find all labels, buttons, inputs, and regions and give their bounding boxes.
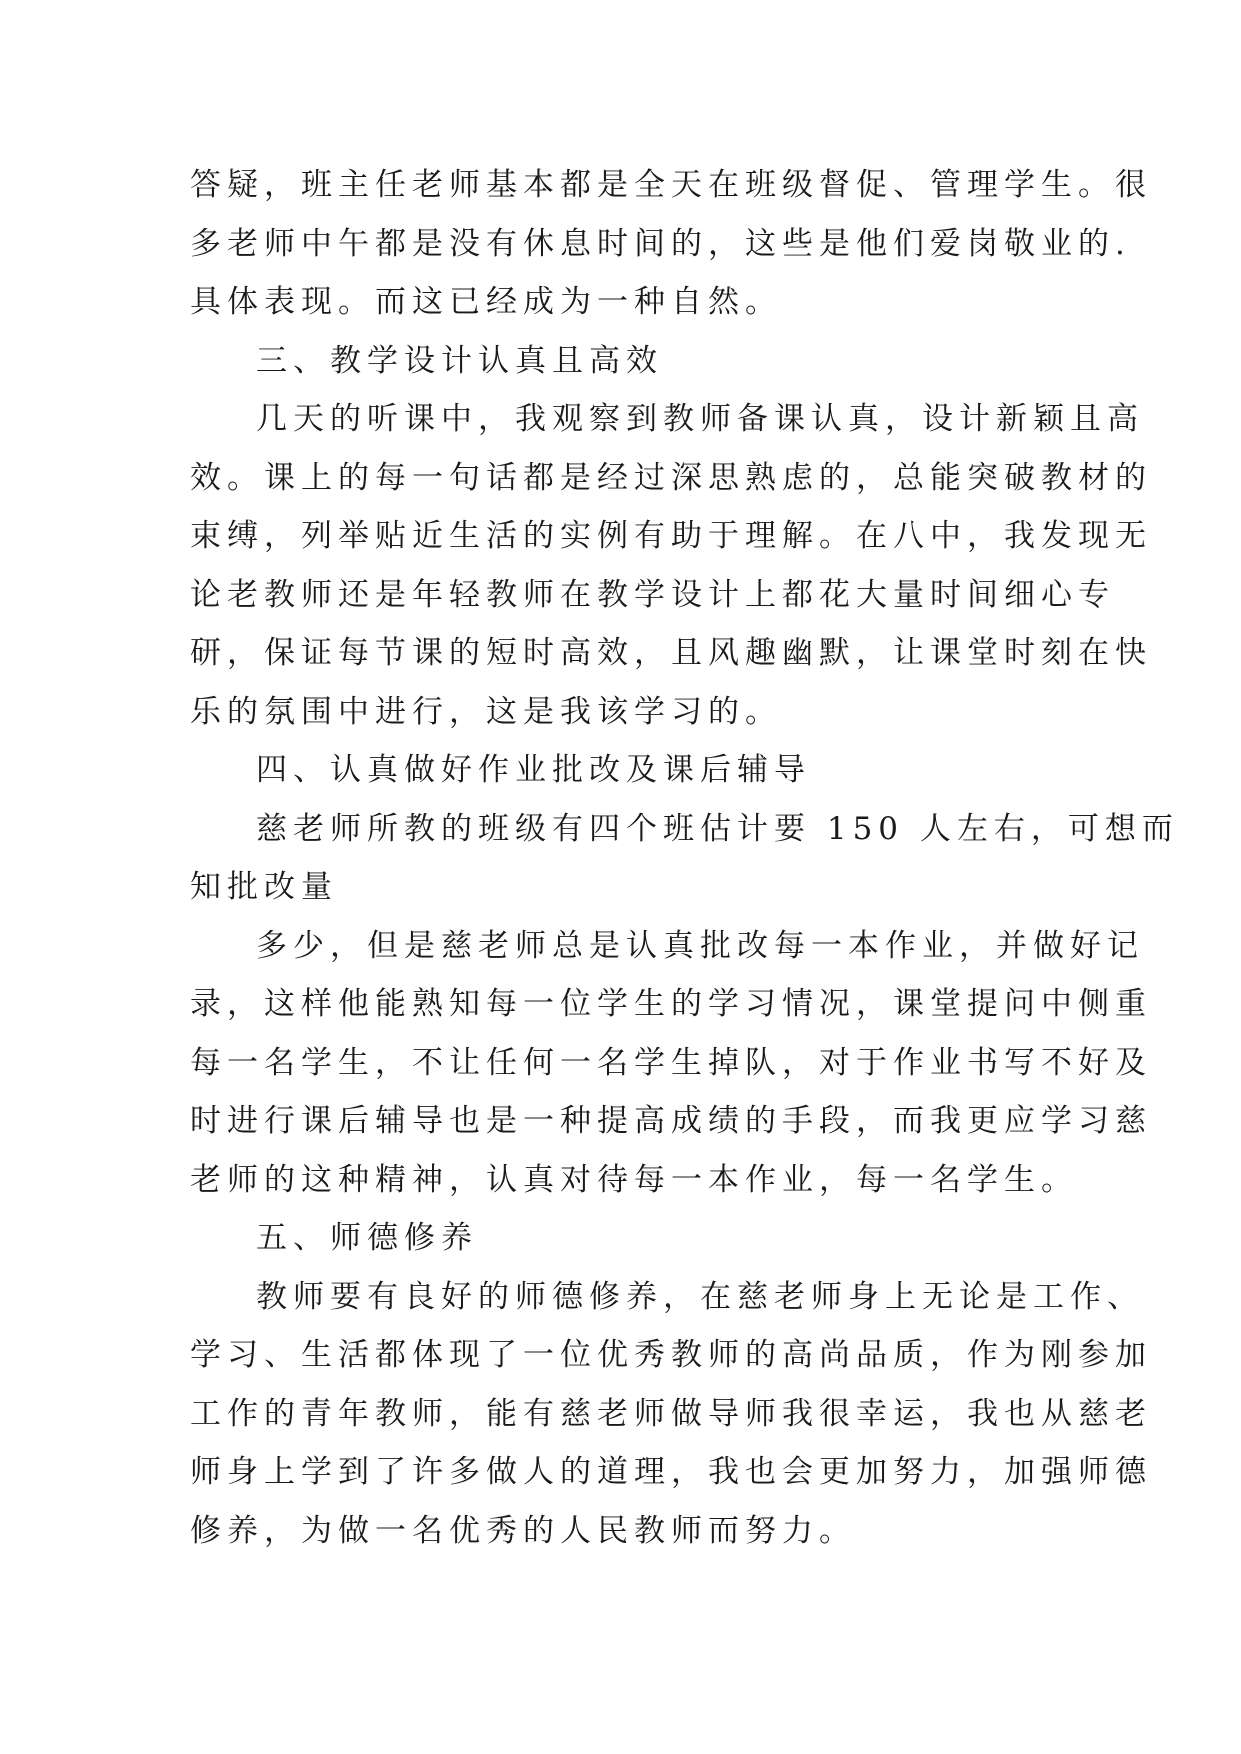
text-line: 论老教师还是年轻教师在教学设计上都花大量时间细心专	[190, 576, 1115, 613]
text-line: 多老师中午都是没有休息时间的，这些是他们爱岗敬业的.	[190, 225, 1131, 262]
text-line: 几天的听课中，我观察到教师备课认真，设计新颖且高	[256, 401, 1144, 437]
text-line: 效。课上的每一句话都是经过深思熟虑的，总能突破教材的	[190, 459, 1152, 496]
text-line: 教师要有良好的师德修养，在慈老师身上无论是工作、	[256, 1278, 1144, 1315]
document-body	[190, 156, 1179, 1560]
text-line: 老师的这种精神，认真对待每一本作业，每一名学生。	[190, 1161, 1078, 1198]
text-line: 修养，为做一名优秀的人民教师而努力。	[190, 1512, 856, 1549]
text-line: 慈老师所教的班级有四个班估计要 150 人左右，可想而	[256, 810, 1179, 847]
text-line: 束缚，列举贴近生活的实例有助于理解。在八中，我发现无	[190, 518, 1152, 554]
text-line: 每一名学生，不让任何一名学生掉队，对于作业书写不好及	[190, 1044, 1152, 1081]
text-line: 录，这样他能熟知每一位学生的学习情况，课堂提问中侧重	[190, 986, 1152, 1022]
text-line: 多少，但是慈老师总是认真批改每一本作业，并做好记	[256, 927, 1144, 964]
text-line: 研，保证每节课的短时高效，且风趣幽默，让课堂时刻在快	[190, 635, 1152, 671]
text-line: 知批改量	[190, 869, 338, 905]
text-line: 时进行课后辅导也是一种提高成绩的手段，而我更应学习慈	[190, 1103, 1152, 1139]
text-line: 师身上学到了许多做人的道理，我也会更加努力，加强师德	[190, 1454, 1152, 1490]
text-line: 答疑，班主任老师基本都是全天在班级督促、管理学生。很	[190, 167, 1152, 203]
text-line: 三、教学设计认真且高效	[256, 342, 663, 379]
text-line: 工作的青年教师，能有慈老师做导师我很幸运，我也从慈老	[190, 1395, 1152, 1432]
text-line: 四、认真做好作业批改及课后辅导	[256, 752, 811, 788]
text-line: 五、师德修养	[256, 1220, 478, 1256]
text-line: 具体表现。而这已经成为一种自然。	[190, 284, 782, 320]
text-line: 乐的氛围中进行，这是我该学习的。	[190, 693, 782, 730]
text-line: 学习、生活都体现了一位优秀教师的高尚品质，作为刚参加	[190, 1337, 1152, 1373]
